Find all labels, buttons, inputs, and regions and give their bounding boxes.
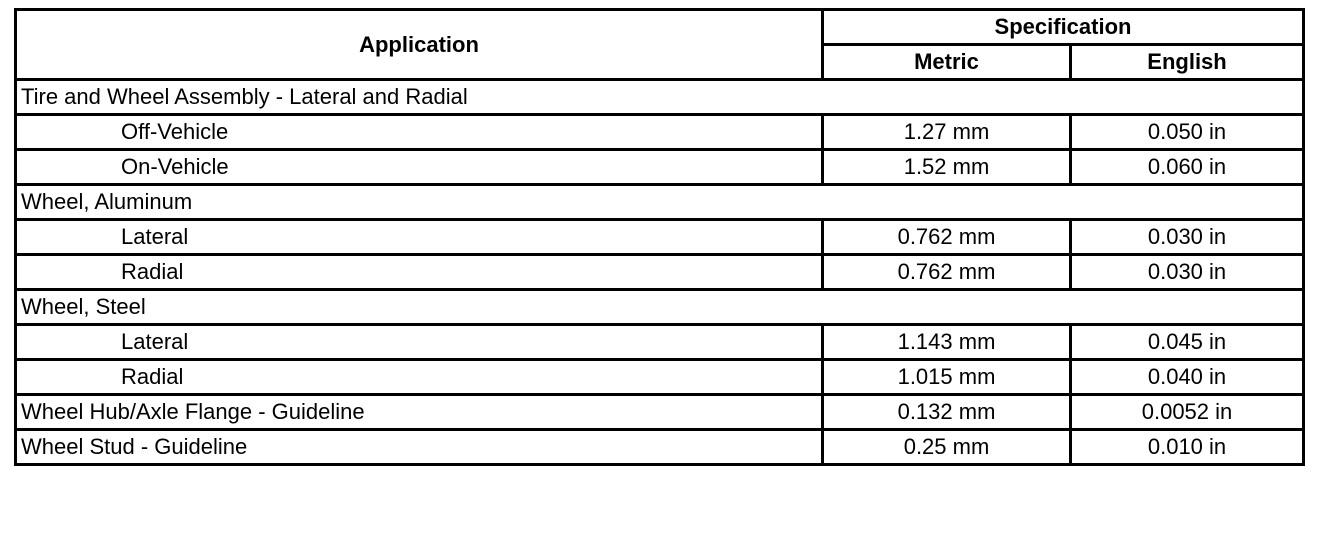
table-row: [16, 150, 1304, 185]
english-cell: 0.0052 in: [1071, 395, 1304, 430]
application-cell: Lateral: [16, 325, 823, 360]
header-row-top: [16, 10, 1304, 45]
english-cell: 0.010 in: [1071, 430, 1304, 465]
specification-header: Specification: [823, 10, 1304, 45]
metric-cell: 0.132 mm: [823, 395, 1071, 430]
application-cell: On-Vehicle: [16, 150, 823, 185]
application-cell: Radial: [16, 255, 823, 290]
section-row: [16, 290, 1304, 325]
metric-cell: 0.25 mm: [823, 430, 1071, 465]
english-cell: 0.030 in: [1071, 220, 1304, 255]
table-row: [16, 325, 1304, 360]
application-cell: Lateral: [16, 220, 823, 255]
application-header: Application: [16, 10, 823, 80]
metric-cell: 0.762 mm: [823, 220, 1071, 255]
table-row: [16, 395, 1304, 430]
section-row: [16, 185, 1304, 220]
english-cell: 0.050 in: [1071, 115, 1304, 150]
application-cell: Wheel Hub/Axle Flange - Guideline: [16, 395, 823, 430]
english-cell: 0.030 in: [1071, 255, 1304, 290]
runout-specification-table: [14, 8, 1305, 466]
application-cell: Wheel Stud - Guideline: [16, 430, 823, 465]
application-cell: Radial: [16, 360, 823, 395]
table-row: [16, 220, 1304, 255]
application-cell: Off-Vehicle: [16, 115, 823, 150]
section-label: Tire and Wheel Assembly - Lateral and Radial: [16, 80, 1304, 115]
section-row: [16, 80, 1304, 115]
table-row: [16, 115, 1304, 150]
table-row: [16, 360, 1304, 395]
table-row: [16, 255, 1304, 290]
metric-cell: 1.015 mm: [823, 360, 1071, 395]
english-cell: 0.045 in: [1071, 325, 1304, 360]
english-header: English: [1071, 45, 1304, 80]
table-row: [16, 430, 1304, 465]
metric-cell: 1.143 mm: [823, 325, 1071, 360]
english-cell: 0.060 in: [1071, 150, 1304, 185]
metric-cell: 1.52 mm: [823, 150, 1071, 185]
metric-header: Metric: [823, 45, 1071, 80]
english-cell: 0.040 in: [1071, 360, 1304, 395]
metric-cell: 0.762 mm: [823, 255, 1071, 290]
section-label: Wheel, Aluminum: [16, 185, 1304, 220]
metric-cell: 1.27 mm: [823, 115, 1071, 150]
section-label: Wheel, Steel: [16, 290, 1304, 325]
